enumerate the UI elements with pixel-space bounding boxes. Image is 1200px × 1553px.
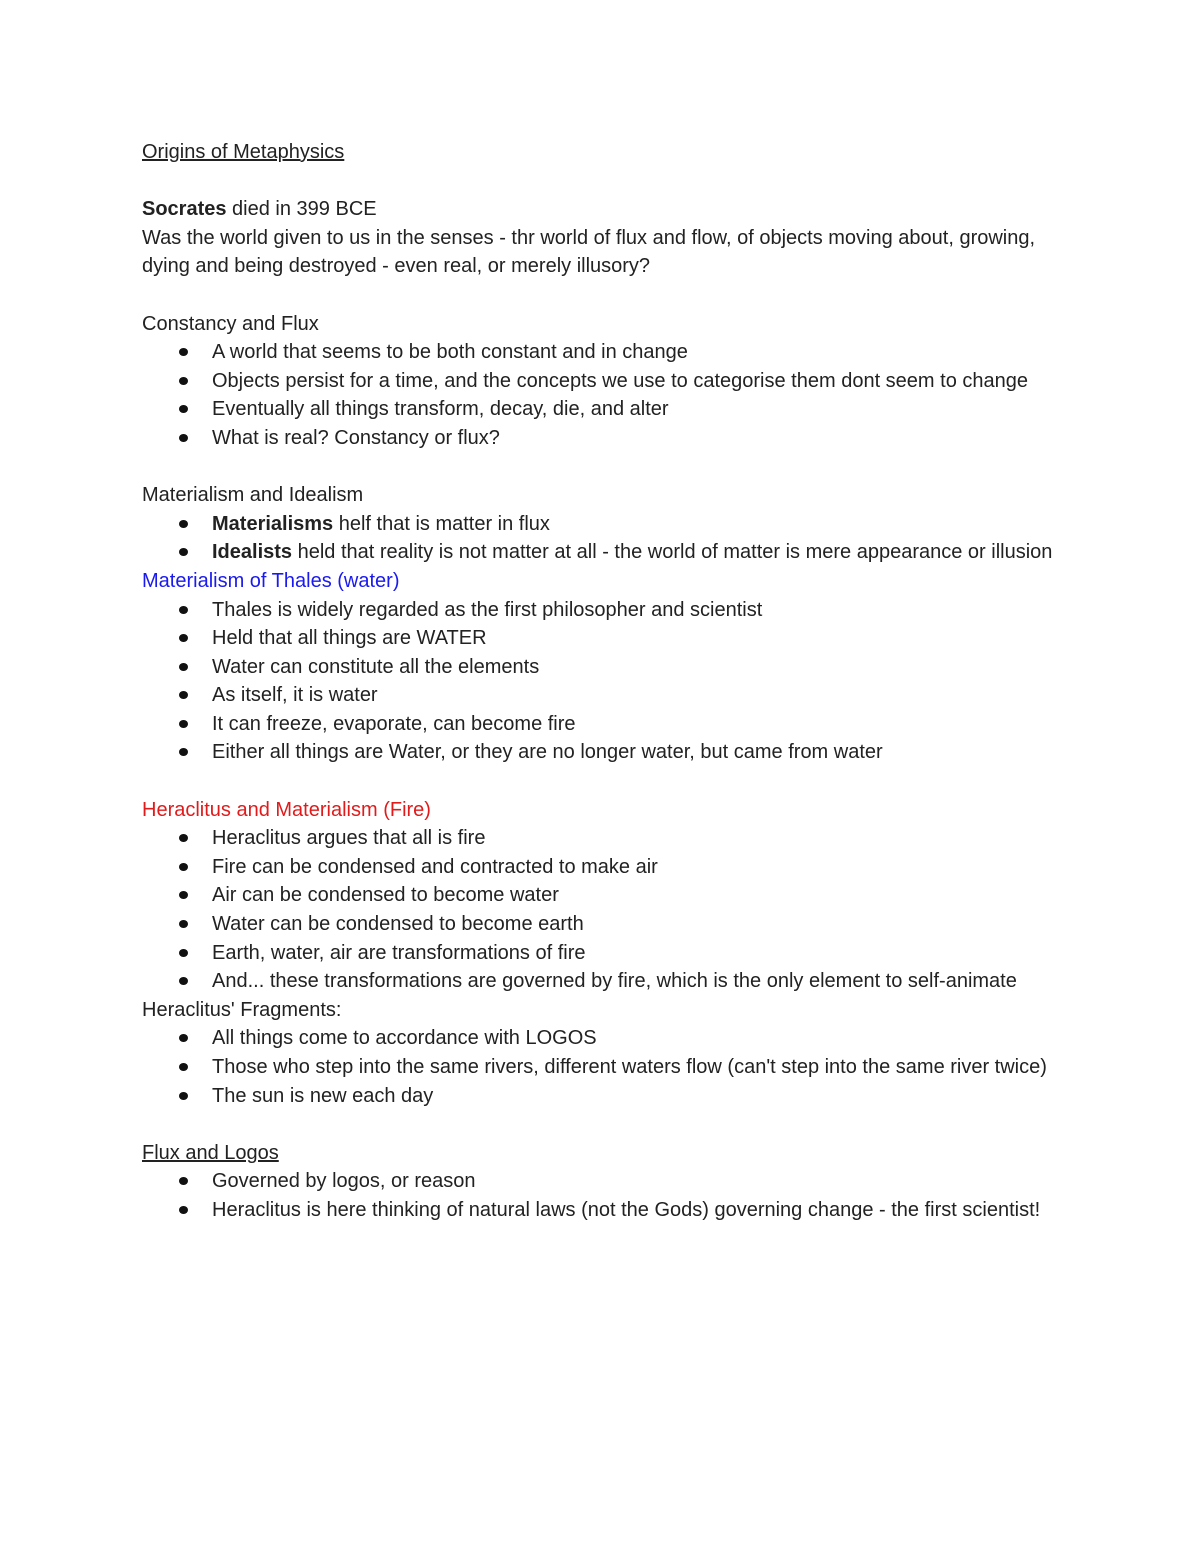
bullet-list-flux-logos [142, 1167, 1072, 1224]
list-item [142, 824, 1072, 853]
bullet-dot-icon [179, 720, 188, 728]
socrates-date: died in 399 BCE [226, 198, 377, 221]
bullet-dot-icon [179, 748, 188, 756]
list-item [142, 1024, 1072, 1053]
list-item-text: It can freeze, evaporate, can become fire [212, 712, 576, 735]
list-item [142, 967, 1072, 996]
bullet-list-constancy [142, 338, 1072, 452]
list-item [142, 1082, 1072, 1111]
socrates-name: Socrates [142, 198, 227, 221]
list-item [142, 1196, 1072, 1225]
list-item [142, 738, 1072, 767]
bullet-list-heraclitus [142, 824, 1072, 996]
bullet-dot-icon [179, 949, 188, 957]
bullet-dot-icon [179, 1206, 188, 1214]
list-item [142, 510, 1072, 539]
list-item [142, 338, 1072, 367]
spacer [142, 167, 1072, 196]
list-item [142, 853, 1072, 882]
list-item [142, 1053, 1072, 1082]
bullet-list-fragments [142, 1024, 1072, 1110]
bullet-dot-icon [179, 634, 188, 642]
list-item-text: As itself, it is water [212, 684, 378, 707]
document-title: Origins of Metaphysics [142, 141, 345, 163]
list-item-text: Earth, water, air are transformations of fire [212, 941, 586, 964]
list-item [142, 395, 1072, 424]
spacer [142, 767, 1072, 796]
list-item-text: The sun is new each day [212, 1084, 434, 1107]
bullet-dot-icon [179, 863, 188, 871]
spacer [142, 1110, 1072, 1139]
list-item [142, 596, 1072, 625]
bullet-dot-icon [179, 405, 188, 413]
socrates-line [142, 195, 1072, 224]
list-item-text: Either all things are Water, or they are no longer water, but came from water [212, 741, 883, 764]
list-item-text: All things come to accordance with LOGOS [212, 1027, 597, 1050]
bullet-list-thales [142, 596, 1072, 768]
list-item-text: Thales is widely regarded as the first philosopher and scientist [212, 598, 763, 621]
bullet-dot-icon [179, 520, 188, 528]
term-materialisms: Materialisms [212, 512, 334, 535]
bullet-dot-icon [179, 891, 188, 899]
bullet-dot-icon [179, 691, 188, 699]
list-item-text: Held that all things are WATER [212, 627, 487, 650]
list-item [142, 681, 1072, 710]
bullet-dot-icon [179, 1063, 188, 1071]
section-heading-fragments: Heraclitus' Fragments: [142, 998, 342, 1021]
bullet-dot-icon [179, 606, 188, 614]
list-item-text: Objects persist for a time, and the concepts we use to categorise them dont seem to change [212, 369, 1028, 392]
list-item-text: And... these transformations are governed by fire, which is the only element to self-animate [212, 970, 1017, 993]
list-item-text: Air can be condensed to become water [212, 884, 559, 907]
list-item [142, 881, 1072, 910]
list-item [142, 1167, 1072, 1196]
bullet-dot-icon [179, 348, 188, 356]
section-heading-flux-logos: Flux and Logos [142, 1141, 279, 1164]
spacer [142, 453, 1072, 482]
bullet-dot-icon [179, 548, 188, 556]
list-item-text: Fire can be condensed and contracted to make air [212, 855, 658, 878]
bullet-dot-icon [179, 977, 188, 985]
bullet-dot-icon [179, 663, 188, 671]
list-item-text: Water can constitute all the elements [212, 655, 540, 678]
document-page [142, 138, 1072, 1225]
list-item-text: A world that seems to be both constant and in change [212, 341, 688, 364]
bullet-list-materialism-idealism [142, 510, 1072, 567]
list-item [142, 538, 1072, 567]
bullet-dot-icon [179, 1177, 188, 1185]
section-heading-thales: Materialism of Thales (water) [142, 569, 400, 592]
term-idealists: Idealists [212, 541, 293, 564]
list-item-text: Heraclitus argues that all is fire [212, 827, 486, 850]
list-item-text: What is real? Constancy or flux? [212, 426, 500, 449]
list-item [142, 710, 1072, 739]
spacer [142, 281, 1072, 310]
list-item-text: held that reality is not matter at all - the world of matter is mere appearance or illusion [292, 541, 1053, 564]
list-item-text: Governed by logos, or reason [212, 1170, 476, 1193]
list-item [142, 939, 1072, 968]
section-heading-heraclitus: Heraclitus and Materialism (Fire) [142, 798, 431, 821]
list-item [142, 653, 1072, 682]
intro-question: Was the world given to us in the senses - thr world of flux and flow, of objects moving about, growing, dying and being destroyed - even real, or merely illusory? [142, 226, 1041, 278]
list-item [142, 367, 1072, 396]
bullet-dot-icon [179, 834, 188, 842]
list-item [142, 624, 1072, 653]
bullet-dot-icon [179, 434, 188, 442]
bullet-dot-icon [179, 920, 188, 928]
list-item-text: Those who step into the same rivers, different waters flow (can't step into the same river twice) [212, 1056, 1047, 1078]
bullet-dot-icon [179, 377, 188, 385]
list-item-text: Eventually all things transform, decay, die, and alter [212, 398, 669, 421]
bullet-dot-icon [179, 1092, 188, 1100]
bullet-dot-icon [179, 1034, 188, 1042]
list-item-text: helf that is matter in flux [333, 512, 550, 535]
list-item-text: Heraclitus is here thinking of natural laws (not the Gods) governing change - the first scientist! [212, 1198, 1041, 1221]
list-item [142, 424, 1072, 453]
section-heading-materialism-idealism: Materialism and Idealism [142, 484, 364, 507]
list-item-text: Water can be condensed to become earth [212, 913, 584, 936]
section-heading-constancy: Constancy and Flux [142, 312, 319, 335]
list-item [142, 910, 1072, 939]
